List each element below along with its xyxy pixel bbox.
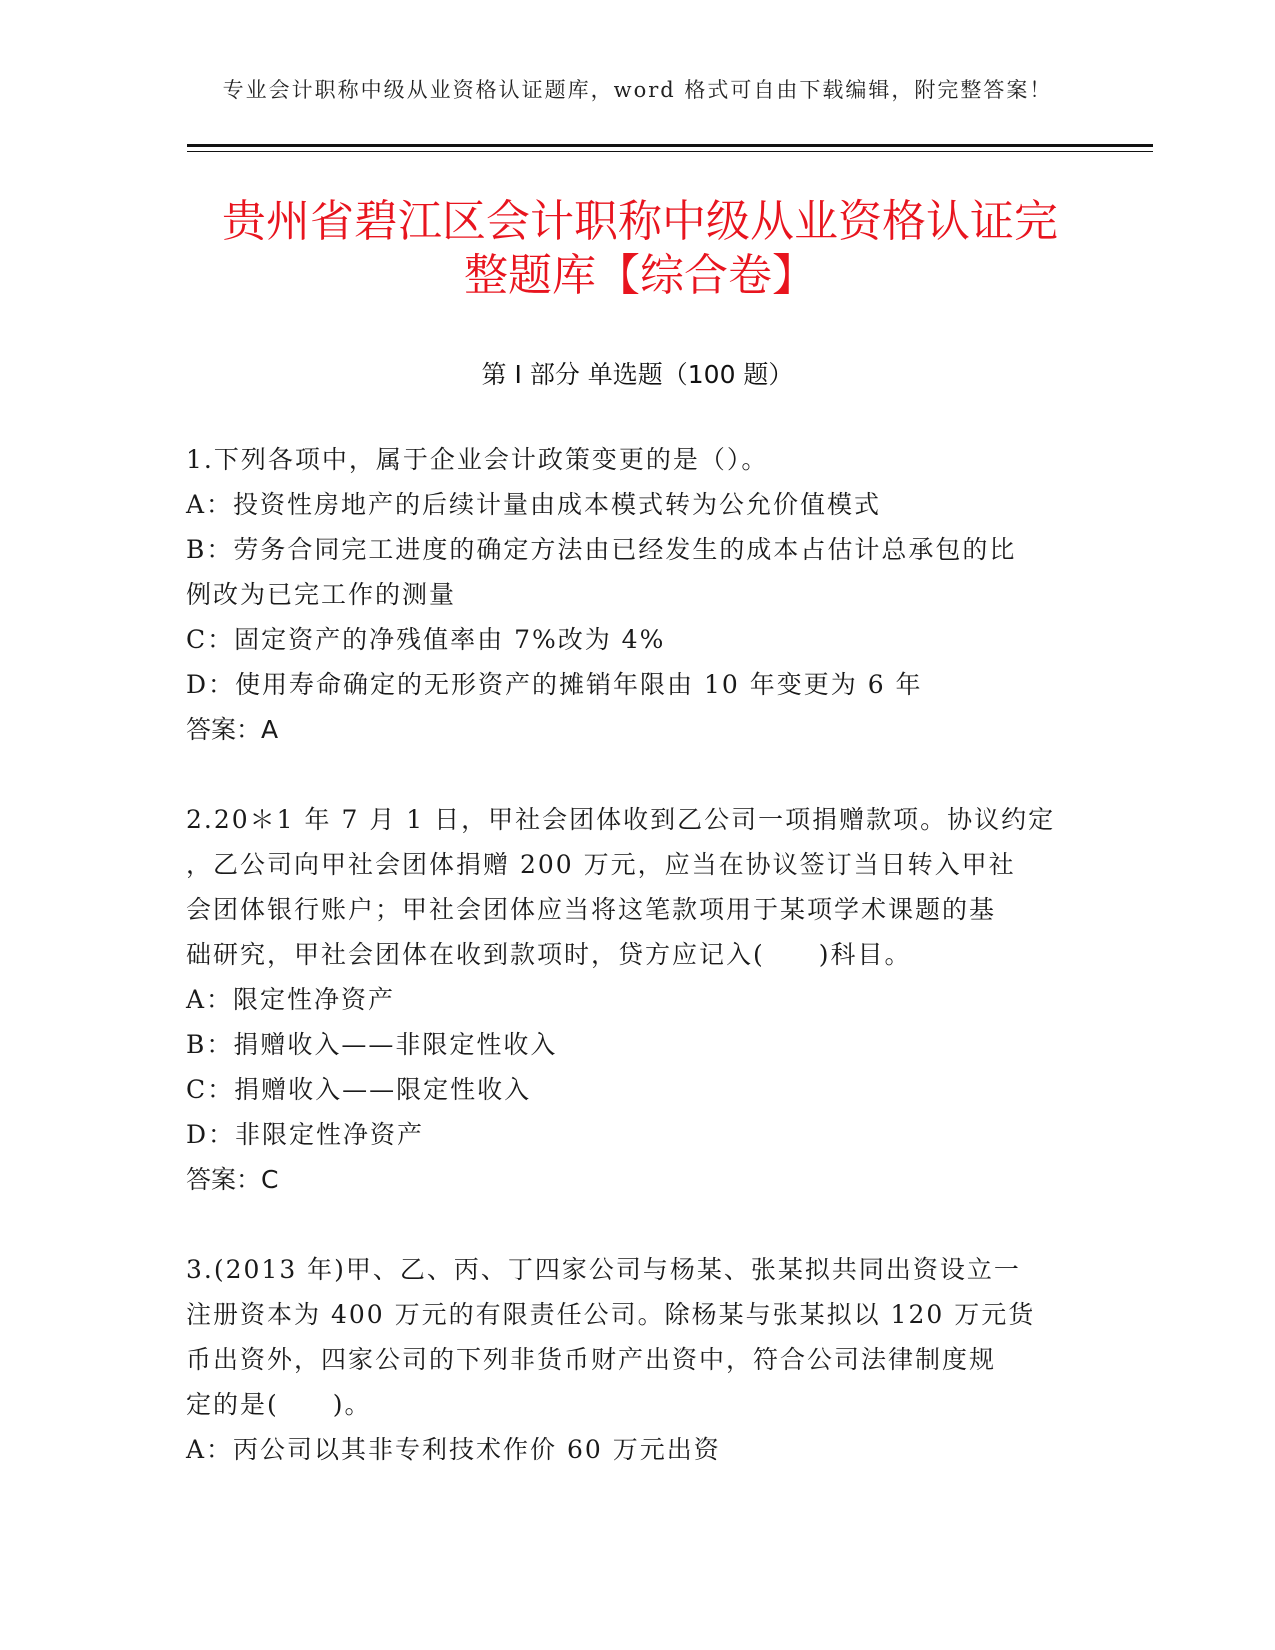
question-stem-line: 币出资外，四家公司的下列非货币财产出资中，符合公司法律制度规 [186, 1345, 997, 1374]
question-option-line: A：限定性净资产 [186, 985, 396, 1014]
question-option-line: C：固定资产的净残值率由 7%改为 4% [186, 625, 666, 654]
question-option-line: 例改为已完工作的测量 [186, 580, 457, 609]
question-stem-line: ，乙公司向甲社会团体捐赠 200 万元，应当在协议签订当日转入甲社 [186, 850, 1016, 879]
question-stem-line: 1.下列各项中，属于企业会计政策变更的是（）。 [186, 445, 769, 474]
question-block [186, 797, 1086, 1202]
question-option-line: C：捐赠收入——限定性收入 [186, 1075, 532, 1104]
question-option-line: A：丙公司以其非专利技术作价 60 万元出资 [186, 1435, 721, 1464]
header-divider-thin [187, 151, 1153, 152]
question-block [186, 1247, 1086, 1472]
question-stem-line: 定的是( )。 [186, 1390, 372, 1419]
document-title-line-2: 整题库【综合卷】 [464, 250, 816, 301]
question-option-line: B：劳务合同完工进度的确定方法由已经发生的成本占估计总承包的比 [186, 535, 1017, 564]
question-stem-line: 会团体银行账户；甲社会团体应当将这笔款项用于某项学术课题的基 [186, 895, 997, 924]
question-stem-line: 2.20＊1 年 7 月 1 日，甲社会团体收到乙公司一项捐赠款项。协议约定 [186, 805, 1056, 834]
header-divider-thick [187, 144, 1153, 147]
question-answer: 答案：C [186, 1165, 279, 1194]
question-stem-line: 注册资本为 400 万元的有限责任公司。除杨某与张某拟以 120 万元货 [186, 1300, 1036, 1329]
question-list [186, 437, 1086, 1517]
document-title-line-1: 贵州省碧江区会计职称中级从业资格认证完 [222, 196, 1058, 247]
question-option-line: B：捐赠收入——非限定性收入 [186, 1030, 558, 1059]
question-answer: 答案：A [186, 715, 279, 744]
question-stem-line: 础研究，甲社会团体在收到款项时，贷方应记入( )科目。 [186, 940, 912, 969]
question-option-line: D：非限定性净资产 [186, 1120, 425, 1149]
section-heading: 第 I 部分 单选题（100 题） [481, 360, 794, 389]
question-stem-line: 3.(2013 年)甲、乙、丙、丁四家公司与杨某、张某拟共同出资设立一 [186, 1255, 1021, 1284]
header-note: 专业会计职称中级从业资格认证题库，word 格式可自由下载编辑，附完整答案！ [222, 78, 1053, 102]
document-title [190, 195, 1090, 303]
question-option-line: A：投资性房地产的后续计量由成本模式转为公允价值模式 [186, 490, 882, 519]
question-option-line: D：使用寿命确定的无形资产的摊销年限由 10 年变更为 6 年 [186, 670, 923, 699]
question-block [186, 437, 1086, 752]
